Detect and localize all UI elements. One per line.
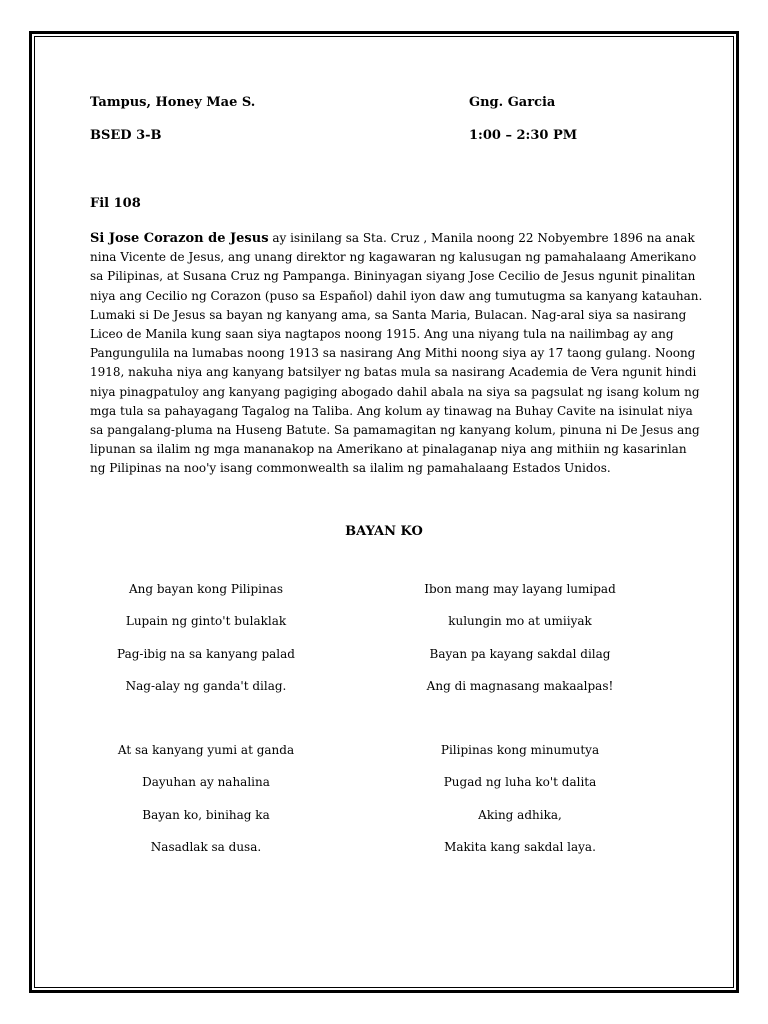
- poem-line: Aking adhika,: [478, 807, 562, 822]
- poem-line: Nasadlak sa dusa.: [150, 840, 262, 855]
- bio-line: nina Vicente de Jesus, ang unang direktor ng kagawaran ng kalusugan ng pamahalaang Amerikano: [90, 250, 697, 265]
- bio-line: Pangungulila na lumabas noong 1913 sa nasirang Ang Mithi noong siya ay 17 taong gulang. Noong: [90, 346, 696, 361]
- bio-line: 1918, nakuha niya ang kanyang batsilyer ng batas mula sa nasirang Academia de Vera ngunit hindi: [90, 365, 697, 380]
- course-code: Fil 108: [90, 196, 141, 211]
- bio-subject: Si Jose Corazon de Jesus: [90, 231, 269, 246]
- poem-line: Pugad ng luha ko't dalita: [443, 775, 597, 790]
- poem-line: Ibon mang may layang lumipad: [424, 582, 616, 596]
- teacher-name: Gng. Garcia: [469, 95, 556, 110]
- bio-line: niya pinagpatuloy ang kanyang pagiging abogado dahil abala na siya sa pagsulat ng isang kolum ng: [90, 384, 700, 399]
- poem-title: BAYAN KO: [345, 524, 423, 539]
- bio-line-text: ay isinilang sa Sta. Cruz , Manila noong 22 Nobyembre 1896 na anak: [268, 231, 695, 245]
- poem-column-left: [76, 580, 336, 870]
- poem-line: Ang di magnasang makaalpas!: [426, 678, 614, 693]
- poem-stanza: [390, 580, 650, 709]
- bio-line: sa pangalang-pluma na Huseng Batute. Sa pamamagitan ng kanyang kolum, pinuna ni De Jesus ang: [90, 423, 700, 438]
- poem-line: kulungin mo at umiiyak: [448, 614, 592, 629]
- bio-line: mga tula sa pahayagang Tagalog na Taliba. Ang kolum ay tinawag na Buhay Cavite na isinulat niya: [90, 403, 693, 418]
- bio-line: niya ang Cecilio ng Corazon (puso sa Español) dahil iyon daw ang tumutugma sa kanyang katauhan.: [90, 288, 703, 303]
- poem-stanza: [76, 741, 336, 870]
- poem-line: Bayan ko, binihag ka: [142, 807, 270, 822]
- class-schedule: 1:00 – 2:30 PM: [469, 128, 578, 143]
- bio-line: [90, 229, 695, 248]
- poem-line: Pilipinas kong minumutya: [440, 743, 600, 758]
- poem-line: Makita kang sakdal laya.: [444, 840, 596, 855]
- bio-line: Lumaki si De Jesus sa bayan ng kanyang ama, sa Santa Maria, Bulacan. Nag-aral siya sa nasirang: [90, 307, 687, 322]
- section: BSED 3-B: [90, 128, 162, 143]
- poem-line: Ang bayan kong Pilipinas: [128, 582, 284, 596]
- poem-line: Bayan pa kayang sakdal dilag: [429, 646, 611, 661]
- poem-line: Dayuhan ay nahalina: [142, 775, 270, 790]
- biography-paragraph: [90, 229, 703, 479]
- bio-line: Liceo de Manila kung saan siya nagtapos noong 1915. Ang una niyang tula na nailimbag ay ang: [90, 327, 674, 342]
- bio-line: ng Pilipinas na noo'y isang commonwealth sa ilalim ng pamahalaang Estados Unidos.: [90, 461, 611, 476]
- poem-stanza: [76, 580, 336, 709]
- poem-line: Pag-ibig na sa kanyang palad: [117, 646, 295, 661]
- poem-line: Lupain ng ginto't bulaklak: [125, 614, 287, 629]
- poem-line: At sa kanyang yumi at ganda: [117, 743, 295, 758]
- poem-line: Nag-alay ng ganda't dilag.: [125, 678, 287, 693]
- poem-stanza: [390, 741, 650, 870]
- bio-line: lipunan sa ilalim ng mga mananakop na Amerikano at pinalaganap niya ang mithiin ng kasarinlan: [90, 442, 687, 457]
- poem-column-right: [390, 580, 650, 870]
- student-name: Tampus, Honey Mae S.: [90, 95, 256, 110]
- bio-line: sa Pilipinas, at Susana Cruz ng Pampanga. Bininyagan siyang Jose Cecilio de Jesus ngunit pinalitan: [90, 269, 696, 284]
